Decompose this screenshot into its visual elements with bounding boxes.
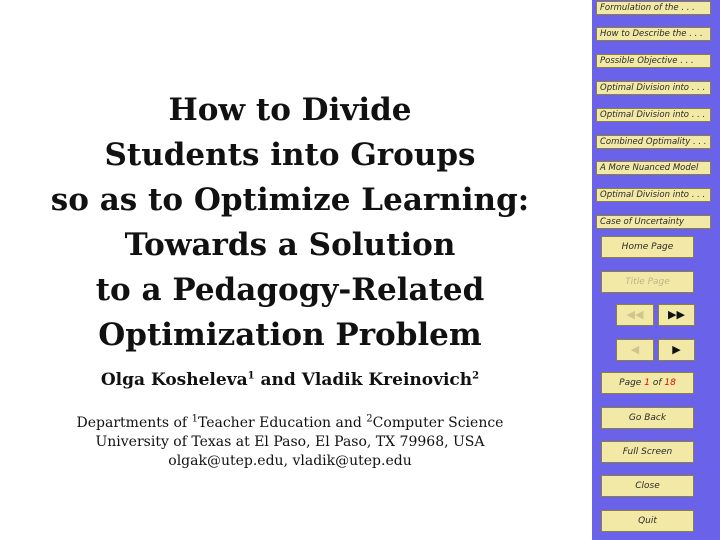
affiliation-dept: Computer Science: [372, 415, 504, 431]
page-current: 1: [644, 378, 650, 388]
close-button[interactable]: Close: [601, 475, 694, 497]
quit-button[interactable]: Quit: [601, 510, 694, 532]
title-line: so as to Optimize Learning:: [50, 182, 530, 218]
nav-item-nuanced-model[interactable]: A More Nuanced Model: [596, 161, 711, 175]
affiliation-emails: olgak@utep.edu, vladik@utep.edu: [168, 453, 412, 469]
title-line: Towards a Solution: [124, 227, 456, 263]
go-back-button[interactable]: Go Back: [601, 407, 694, 429]
nav-item-how-to-describe[interactable]: How to Describe the . . .: [596, 27, 711, 41]
title-line: How to Divide: [168, 92, 412, 128]
author-affiliation-mark: 2: [472, 370, 480, 382]
nav-item-possible-objective[interactable]: Possible Objective . . .: [596, 54, 711, 68]
page-of: of: [652, 378, 662, 388]
page-total: 18: [664, 378, 676, 388]
next-page-icon[interactable]: ▶: [658, 339, 695, 361]
author-affiliation-mark: 1: [247, 370, 255, 382]
last-page-icon[interactable]: ▶▶: [658, 304, 695, 326]
nav-item-combined-optimality[interactable]: Combined Optimality . . .: [596, 135, 711, 149]
first-page-icon[interactable]: ◀◀: [616, 304, 654, 326]
author-conjunction: and: [260, 370, 296, 390]
prev-page-icon[interactable]: ◀: [616, 339, 654, 361]
title-line: Students into Groups: [104, 137, 476, 173]
affiliation-mark: 1: [191, 413, 198, 425]
nav-item-optimal-division-3[interactable]: Optimal Division into . . .: [596, 188, 711, 202]
slide-title: [0, 88, 580, 358]
nav-item-optimal-division-2[interactable]: Optimal Division into . . .: [596, 108, 711, 122]
authors: [0, 370, 580, 390]
page-indicator: [601, 372, 694, 394]
affiliations: [0, 414, 580, 471]
author-name: Olga Kosheleva: [100, 370, 248, 390]
page-label: Page: [619, 378, 642, 388]
title-line: Optimization Problem: [98, 317, 482, 353]
navigation-sidebar: [592, 0, 720, 540]
author-name: Vladik Kreinovich: [301, 370, 473, 390]
nav-item-optimal-division-1[interactable]: Optimal Division into . . .: [596, 81, 711, 95]
affiliation-dept: Teacher Education and: [197, 415, 362, 431]
affiliation-university: University of Texas at El Paso, El Paso, TX 79968, USA: [95, 434, 485, 450]
affiliation-prefix: Departments of: [76, 415, 188, 431]
affiliation-departments: [0, 414, 580, 433]
home-page-button[interactable]: Home Page: [601, 236, 694, 258]
title-line: to a Pedagogy-Related: [95, 272, 485, 308]
full-screen-button[interactable]: Full Screen: [601, 441, 694, 463]
title-page-button[interactable]: Title Page: [601, 271, 694, 293]
nav-item-formulation[interactable]: Formulation of the . . .: [596, 1, 711, 15]
affiliation-mark: 2: [366, 413, 373, 425]
nav-item-uncertainty[interactable]: Case of Uncertainty: [596, 215, 711, 229]
